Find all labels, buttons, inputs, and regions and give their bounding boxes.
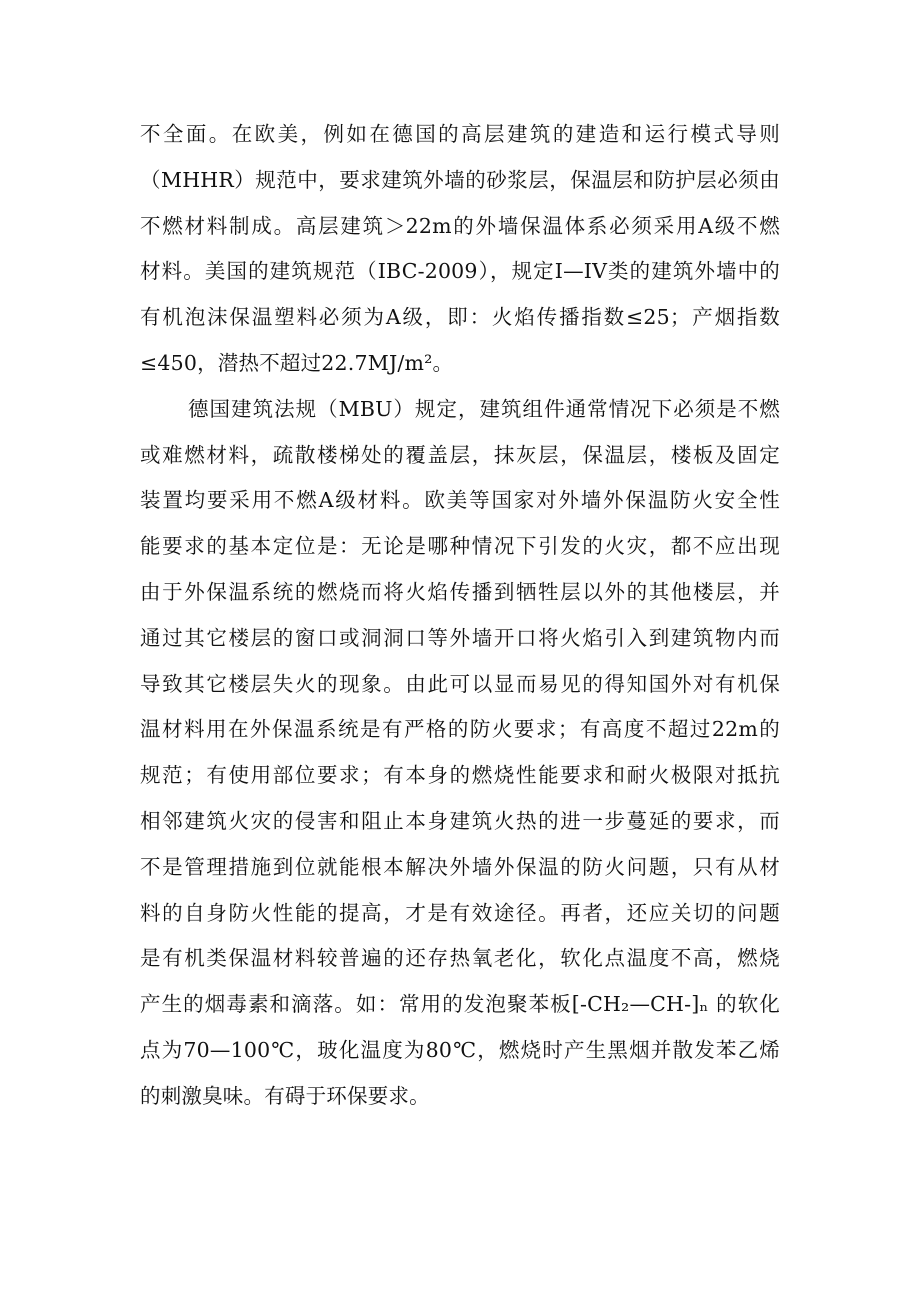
paragraph-line: 的刺激臭味。有碍于环保要求。 xyxy=(140,1083,430,1108)
paragraph-line: 德国建筑法规（MBU）规定，建筑组件通常情况下必须是不燃 xyxy=(188,396,780,421)
paragraph-2 xyxy=(140,387,780,1120)
paragraph-line: 规范；有使用部位要求；有本身的燃烧性能要求和耐火极限对抵抗 xyxy=(140,763,780,788)
paragraph-line: 材料。美国的建筑规范（IBC-2009），规定I—IV类的建筑外墙中的 xyxy=(140,259,780,284)
paragraph-line: 不是管理措施到位就能根本解决外墙外保温的防火问题，只有从材 xyxy=(140,854,780,879)
paragraph-line: 产生的烟毒素和滴落。如：常用的发泡聚苯板[-CH₂—CH-]ₙ 的软化 xyxy=(140,992,780,1017)
paragraph-line: 是有机类保温材料较普遍的还存热氧老化，软化点温度不高，燃烧 xyxy=(140,946,780,971)
paragraph-line: 相邻建筑火灾的侵害和阻止本身建筑火热的进一步蔓延的要求，而 xyxy=(140,808,780,833)
paragraph-line: 点为70—100℃，玻化温度为80℃，燃烧时产生黑烟并散发苯乙烯 xyxy=(140,1037,780,1062)
paragraph-line: 料的自身防火性能的提高，才是有效途径。再者，还应关切的问题 xyxy=(140,900,780,925)
paragraph-line: 或难燃材料，疏散楼梯处的覆盖层，抹灰层，保温层，楼板及固定 xyxy=(140,442,780,467)
paragraph-1 xyxy=(140,112,780,387)
paragraph-line: 不燃材料制成。高层建筑＞22m的外墙保温体系必须采用A级不燃 xyxy=(140,213,780,238)
paragraph-line: 导致其它楼层失火的现象。由此可以显而易见的得知国外对有机保 xyxy=(140,671,780,696)
paragraph-line: 不全面。在欧美，例如在德国的高层建筑的建造和运行模式导则 xyxy=(140,122,780,146)
paragraph-line: 装置均要采用不燃A级材料。欧美等国家对外墙外保温防火安全性 xyxy=(140,488,780,513)
paragraph-line: 能要求的基本定位是：无论是哪种情况下引发的火灾，都不应出现 xyxy=(140,534,780,559)
paragraph-line: （MHHR）规范中，要求建筑外墙的砂浆层，保温层和防护层必须由 xyxy=(140,167,780,192)
document-page xyxy=(140,112,780,1120)
paragraph-line: ≤450，潜热不超过22.7MJ/m²。 xyxy=(140,350,454,375)
paragraph-line: 温材料用在外保温系统是有严格的防火要求；有高度不超过22m的 xyxy=(140,717,780,742)
paragraph-line: 有机泡沫保温塑料必须为A级，即：火焰传播指数≤25；产烟指数 xyxy=(140,305,780,330)
paragraph-line: 由于外保温系统的燃烧而将火焰传播到牺牲层以外的其他楼层，并 xyxy=(140,579,780,604)
paragraph-line: 通过其它楼层的窗口或洞洞口等外墙开口将火焰引入到建筑物内而 xyxy=(140,625,780,650)
